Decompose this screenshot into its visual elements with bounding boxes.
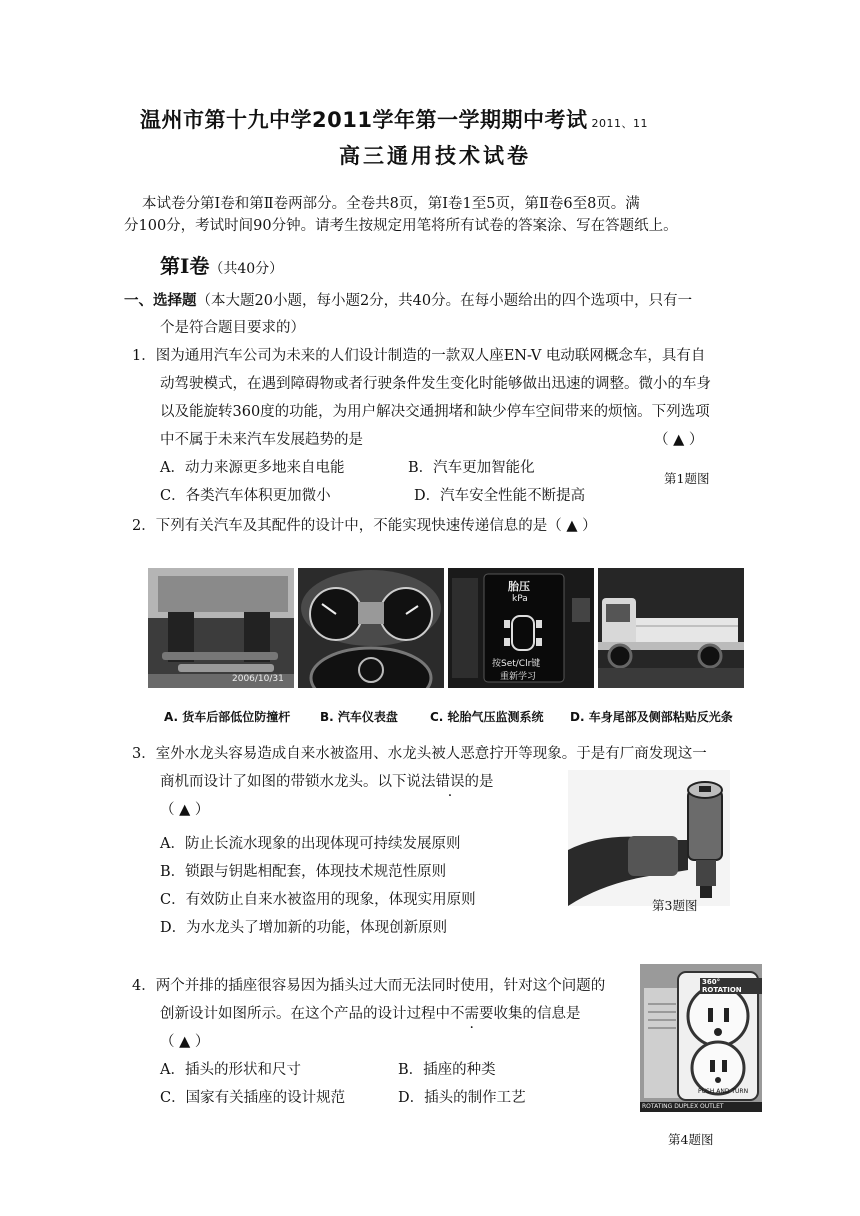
exam-subtitle: 高三通用技术试卷 xyxy=(339,144,531,168)
q4-line-2-start: 创新设计如图所示。在这个产品的设计过程中 xyxy=(160,1006,450,1022)
q3-line-2-start: 商机而设计了如图的带锁水龙头。以下说法 xyxy=(160,774,436,790)
q1-line-2: 动驾驶模式，在遇到障碍物或者行驶条件发生变化时能够做出迅速的调整。微小的车身 xyxy=(160,376,711,392)
q1-line-3: 以及能旋转360度的功能，为用户解决交通拥堵和缺少停车空间带来的烦恼。下列选项 xyxy=(160,404,710,420)
photo-rotating-outlet xyxy=(640,964,762,1112)
photo-truck-reflective-strip xyxy=(598,568,744,688)
q2-line-1: 2．下列有关汽车及其配件的设计中，不能实现快速传递信息的是（ ▲ ） xyxy=(132,518,597,534)
intro-line-2: 分100分，考试时间90分钟。请考生按规定用笔将所有试卷的答案涂、写在答题纸上。 xyxy=(124,218,678,234)
outlet-rotation-label: 360° ROTATION xyxy=(700,978,762,994)
q4-option-a: A．插头的形状和尺寸 xyxy=(160,1062,301,1078)
q1-option-c: C．各类汽车体积更加微小 xyxy=(160,488,331,504)
q1-answer-mark: （ ▲ ） xyxy=(654,432,704,448)
outlet-push-label: PUSH AND TURN xyxy=(698,1088,749,1095)
truck-rear-illustration xyxy=(148,568,294,688)
q1-option-d: D．汽车安全性能不断提高 xyxy=(414,488,586,504)
part1-label: 一、选择题 xyxy=(124,292,197,309)
q4-option-d: D．插头的制作工艺 xyxy=(398,1090,526,1106)
q4-option-b: B．插座的种类 xyxy=(398,1062,496,1078)
tpms-title: 胎压 xyxy=(508,580,530,593)
q3-line-2-end: 的是 xyxy=(464,774,494,790)
q4-figure-caption: 第4题图 xyxy=(668,1132,714,1147)
q3-line-1: 3．室外水龙头容易造成自来水被盗用、水龙头被人恶意拧开等现象。于是有厂商发现这一 xyxy=(132,746,707,762)
q3-figure-caption: 第3题图 xyxy=(652,898,698,913)
q4-line-1: 4．两个并排的插座很容易因为插头过大而无法同时使用，针对这个问题的 xyxy=(132,978,606,994)
q3-option-a: A．防止长流水现象的出现体现可持续发展原则 xyxy=(160,836,461,852)
q4-answer-mark: （ ▲ ） xyxy=(160,1034,210,1050)
photo-dashboard xyxy=(298,568,444,688)
q1-line-1: 1．图为通用汽车公司为未来的人们设计制造的一款双人座EN-V 电动联网概念车，具有自 xyxy=(132,348,706,364)
q3-line-2 xyxy=(160,772,494,792)
tpms-button-hint: 按Set/Clr键 xyxy=(492,659,541,669)
q4-line-2-end: 收集的信息是 xyxy=(493,1006,581,1022)
q4-option-c: C．国家有关插座的设计规范 xyxy=(160,1090,346,1106)
photo-timestamp: 2006/10/31 xyxy=(232,674,284,684)
exam-date: 2011、11 xyxy=(591,117,648,130)
section-title-text: 第Ⅰ卷 xyxy=(160,254,210,278)
q3-answer-mark: （ ▲ ） xyxy=(160,802,210,818)
q2-image-label-b: B. 汽车仪表盘 xyxy=(320,710,398,724)
q1-figure-caption: 第1题图 xyxy=(664,471,710,486)
photo-tire-pressure-monitor xyxy=(448,568,594,688)
q3-option-b: B．锁跟与钥匙相配套，体现技术规范性原则 xyxy=(160,864,447,880)
q4-emphasis-not-needed: 不需要 xyxy=(450,1006,494,1022)
photo-lock-faucet xyxy=(568,770,730,906)
photo-truck-rear-bar xyxy=(148,568,294,688)
q2-image-label-c: C. 轮胎气压监测系统 xyxy=(430,710,544,724)
intro-line-1: 本试卷分第Ⅰ卷和第Ⅱ卷两部分。全卷共8页，第Ⅰ卷1至5页，第Ⅱ卷6至8页。满 xyxy=(142,196,640,212)
q4-line-2 xyxy=(160,1004,581,1024)
exam-title xyxy=(140,110,648,134)
section-title xyxy=(160,256,283,279)
dashboard-illustration xyxy=(298,568,444,688)
part1-heading xyxy=(124,291,692,311)
tpms-relearn: 重新学习 xyxy=(500,672,537,682)
q2-image-label-d: D. 车身尾部及侧部粘贴反光条 xyxy=(570,710,733,724)
part1-desc: （本大题20小题，每小题2分，共40分。在每小题给出的四个选项中，只有一 xyxy=(196,293,693,309)
q3-option-d: D．为水龙头了增加新的功能，体现创新原则 xyxy=(160,920,448,936)
q1-option-b: B．汽车更加智能化 xyxy=(408,460,535,476)
q3-option-c: C．有效防止自来水被盗用的现象，体现实用原则 xyxy=(160,892,476,908)
part1-desc-2: 个是符合题目要求的） xyxy=(160,320,305,336)
section-score: （共40分） xyxy=(209,261,284,277)
q1-option-a: A．动力来源更多地来自电能 xyxy=(160,460,345,476)
outlet-product-label: ROTATING DUPLEX OUTLET xyxy=(642,1103,724,1110)
q2-image-label-a: A. 货车后部低位防撞杆 xyxy=(164,710,291,724)
pickup-truck-illustration xyxy=(598,568,744,688)
q1-line-4: 中不属于未来汽车发展趋势的是 xyxy=(160,432,363,448)
q3-emphasis-wrong: 错误 xyxy=(435,774,465,790)
tpms-unit: kPa xyxy=(512,594,528,604)
lock-faucet-illustration xyxy=(568,770,730,906)
exam-title-text: 温州市第十九中学2011学年第一学期期中考试 xyxy=(140,108,588,132)
